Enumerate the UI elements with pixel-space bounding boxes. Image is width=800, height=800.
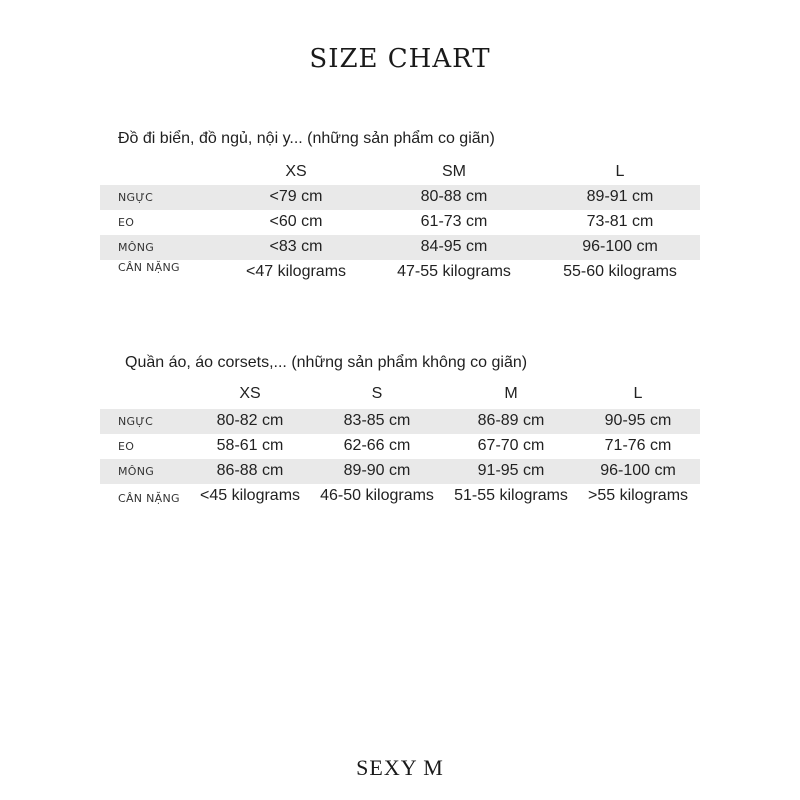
table2-caption: Quần áo, áo corsets,... (những sản phẩm không co giãn) <box>125 354 528 371</box>
table-cell: <60 cm <box>269 213 323 230</box>
size-table-stretch <box>100 163 700 285</box>
column-header-xs: XS <box>239 385 261 402</box>
table-cell: >55 kilograms <box>587 487 689 504</box>
table-cell: 86-88 cm <box>216 462 284 479</box>
table-cell: 51-55 kilograms <box>454 487 568 504</box>
brand-footer: SEXY M <box>356 755 444 780</box>
table-cell: 55-60 kilograms <box>563 263 677 280</box>
table-cell: 90-95 cm <box>604 412 672 429</box>
size-table-non-stretch <box>100 385 700 509</box>
table-cell: 96-100 cm <box>600 462 676 479</box>
table-cell: <79 cm <box>269 188 323 205</box>
column-header-m: M <box>504 385 518 402</box>
table-cell: 73-81 cm <box>586 213 654 230</box>
table-cell: 67-70 cm <box>477 437 545 454</box>
column-header-l: L <box>615 163 625 180</box>
row-label-hips: MÔNG <box>118 465 155 478</box>
table-cell: 80-88 cm <box>420 188 488 205</box>
table-row <box>100 210 700 235</box>
table-cell: 47-55 kilograms <box>397 263 511 280</box>
column-header-sm: SM <box>442 163 466 180</box>
table-cell: 80-82 cm <box>216 412 284 429</box>
row-label-waist: EO <box>118 216 135 229</box>
column-header-s: S <box>371 385 383 402</box>
table-cell: 61-73 cm <box>420 213 488 230</box>
table-row <box>100 235 700 260</box>
row-label-bust: NGỰC <box>118 191 154 204</box>
table-cell: 46-50 kilograms <box>320 487 434 504</box>
table-cell: 89-90 cm <box>343 462 411 479</box>
table-row <box>100 260 700 285</box>
column-header-xs: XS <box>285 163 307 180</box>
table-row <box>100 459 700 484</box>
table-row <box>100 185 700 210</box>
table-row <box>100 484 700 509</box>
row-label-weight: CÂN NẶNG <box>118 492 180 505</box>
table-cell: 71-76 cm <box>604 437 672 454</box>
table-cell: <83 cm <box>269 238 323 255</box>
table-cell: 89-91 cm <box>586 188 654 205</box>
table-cell: 86-89 cm <box>477 412 545 429</box>
table-row <box>100 409 700 434</box>
table-cell: 83-85 cm <box>343 412 411 429</box>
table-cell: <45 kilograms <box>199 487 301 504</box>
page-title: SIZE CHART <box>309 44 491 74</box>
row-label-hips: MÔNG <box>118 241 155 254</box>
table1-caption: Đồ đi biển, đồ ngủ, nội y... (những sản phẩm co giãn) <box>118 130 495 147</box>
column-header-l: L <box>633 385 643 402</box>
table-cell: 62-66 cm <box>343 437 411 454</box>
table-header-row <box>100 163 700 185</box>
row-label-waist: EO <box>118 440 135 453</box>
table-cell: 58-61 cm <box>216 437 284 454</box>
table-header-row <box>100 385 700 407</box>
table-row <box>100 434 700 459</box>
row-label-weight: CÂN NẶNG <box>118 261 180 274</box>
row-label-bust: NGỰC <box>118 415 154 428</box>
table-cell: 91-95 cm <box>477 462 545 479</box>
table-cell: 84-95 cm <box>420 238 488 255</box>
table-cell: <47 kilograms <box>245 263 347 280</box>
table-cell: 96-100 cm <box>582 238 658 255</box>
